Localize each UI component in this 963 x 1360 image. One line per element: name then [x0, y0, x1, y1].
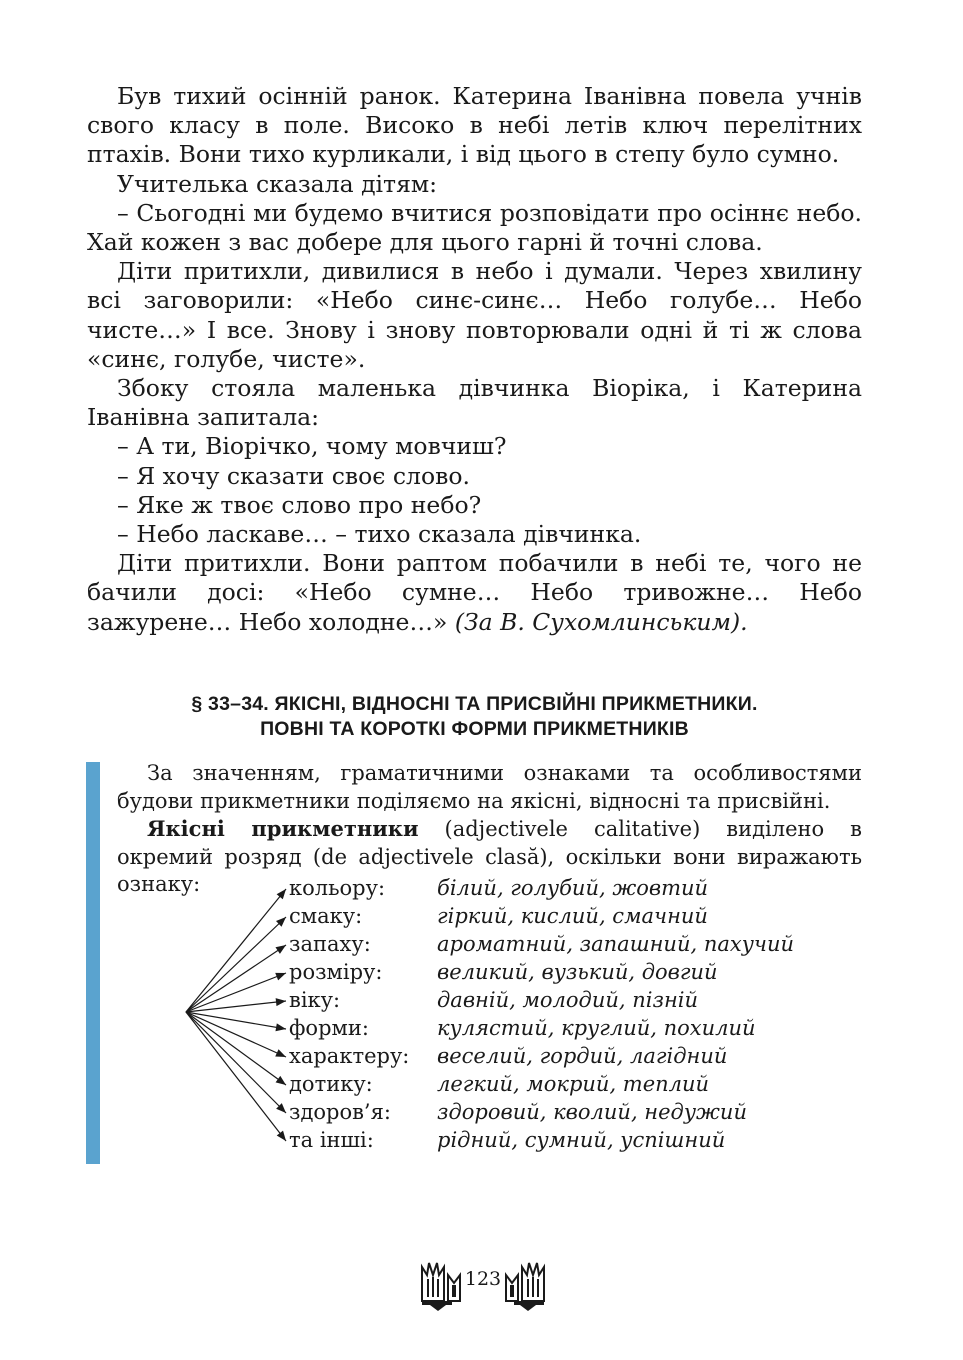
- section-heading-line: ПОВНІ ТА КОРОТКІ ФОРМИ ПРИКМЕТНИКІВ: [260, 718, 689, 740]
- scheme-label: характеру:: [289, 1044, 410, 1068]
- arrowhead-icon: [277, 1131, 286, 1141]
- story-paragraph: – Сьогодні ми будемо вчитися розповідати про осіннє небо. Хай кожен з вас добере для цього гарні й точні слова.: [87, 198, 862, 257]
- scheme-examples: здоровий, кволий, недужий: [437, 1100, 747, 1124]
- scheme-label: розміру:: [289, 960, 383, 984]
- dialogue-line: – А ти, Віорічко, чому мовчиш?: [117, 432, 507, 461]
- scheme-examples: білий, голубий, жовтий: [437, 876, 709, 900]
- arrow-line: [186, 1012, 286, 1085]
- arrowhead-icon: [275, 945, 286, 954]
- story-paragraph: [87, 549, 862, 637]
- arrow-line: [186, 1012, 286, 1113]
- scheme-examples: рідний, сумний, успішний: [437, 1128, 726, 1152]
- arrowhead-icon: [275, 1049, 286, 1057]
- arrowhead-icon: [277, 889, 286, 899]
- arrow-line: [186, 917, 286, 1012]
- scheme-label: запаху:: [289, 932, 371, 956]
- story-final-text: Діти притихли. Вони раптом побачили в небі те, чого не бачили досі: «Небо сумне… Небо тривожне… Небо зажурене… Небо холодне…»: [87, 549, 862, 636]
- arrow-line: [186, 1012, 286, 1141]
- scheme-examples: ароматний, запашний, пахучий: [437, 932, 795, 956]
- section-heading: [87, 692, 862, 742]
- scheme-examples: гіркий, кислий, смачний: [437, 904, 708, 928]
- term-bold: Якісні прикметники: [147, 816, 419, 841]
- page-footer: [418, 1255, 548, 1315]
- scheme-label: форми:: [289, 1016, 369, 1040]
- arrow-line: [186, 889, 286, 1012]
- scheme-label: віку:: [289, 988, 341, 1012]
- scheme-examples: давній, молодий, пізній: [437, 988, 699, 1012]
- story-paragraph: Був тихий осінній ранок. Катерина Іванівна повела учнів свого класу в поле. Високо в небі летів ключ перелітних птахів. Вони тихо курликали, і від цього в степу було сумно.: [87, 82, 862, 169]
- scheme-label: та інші:: [289, 1128, 374, 1152]
- story-paragraph: Учителька сказала дітям:: [117, 169, 438, 198]
- arrow-line: [186, 1012, 286, 1057]
- scheme-label: здоров’я:: [289, 1100, 391, 1124]
- rule-text: (adjectivele calitative) виділено в окремий розряд (de adjectivele clasă), оскільки вони виражають ознаку:: [117, 817, 862, 896]
- page-number: 123: [464, 1268, 502, 1290]
- scheme-examples: великий, вузький, довгий: [437, 960, 718, 984]
- story-paragraph: Збоку стояла маленька дівчинка Віоріка, і Катерина Іванівна запитала:: [87, 374, 862, 432]
- dialogue-line: – Я хочу сказати своє слово.: [117, 461, 470, 490]
- scheme-label: дотику:: [289, 1072, 373, 1096]
- source-attribution: (За В. Сухомлинським).: [454, 607, 748, 636]
- section-heading-line: § 33–34. ЯКІСНІ, ВІДНОСНІ ТА ПРИСВІЙНІ ПРИКМЕТНИКИ.: [191, 693, 758, 715]
- arrowhead-icon: [276, 1076, 286, 1085]
- story-paragraph: Діти притихли, дивилися в небо і думали. Через хвилину всі заговорили: «Небо синє-синє… Небо голубе… Небо чисте…» І все. Знову і знову повторювали одні й ті ж слова «синє, голубе, чисте».: [87, 257, 862, 373]
- dialogue-line: – Яке ж твоє слово про небо?: [117, 490, 482, 519]
- arrowhead-icon: [275, 1023, 286, 1031]
- scheme-label: смаку:: [289, 904, 363, 928]
- scheme-arrows: [150, 874, 290, 1164]
- scheme-examples: легкий, мокрий, теплий: [437, 1072, 710, 1096]
- rule-paragraph: За значенням, граматичними ознаками та особливостями будови прикметники поділяємо на якісні, відносні та присвійні.: [117, 761, 862, 813]
- rule-accent-bar: [86, 762, 100, 1164]
- scheme-label: кольору:: [289, 876, 386, 900]
- scheme-examples: веселий, гордий, лагідний: [437, 1044, 728, 1068]
- arrowhead-icon: [275, 973, 286, 980]
- dialogue-line: – Небо ласкаве… – тихо сказала дівчинка.: [117, 520, 642, 549]
- scheme-examples: кулястий, круглий, похилий: [437, 1016, 756, 1040]
- story-text: [87, 82, 862, 637]
- adjective-scheme: [150, 874, 850, 1164]
- arrowhead-icon: [276, 998, 286, 1006]
